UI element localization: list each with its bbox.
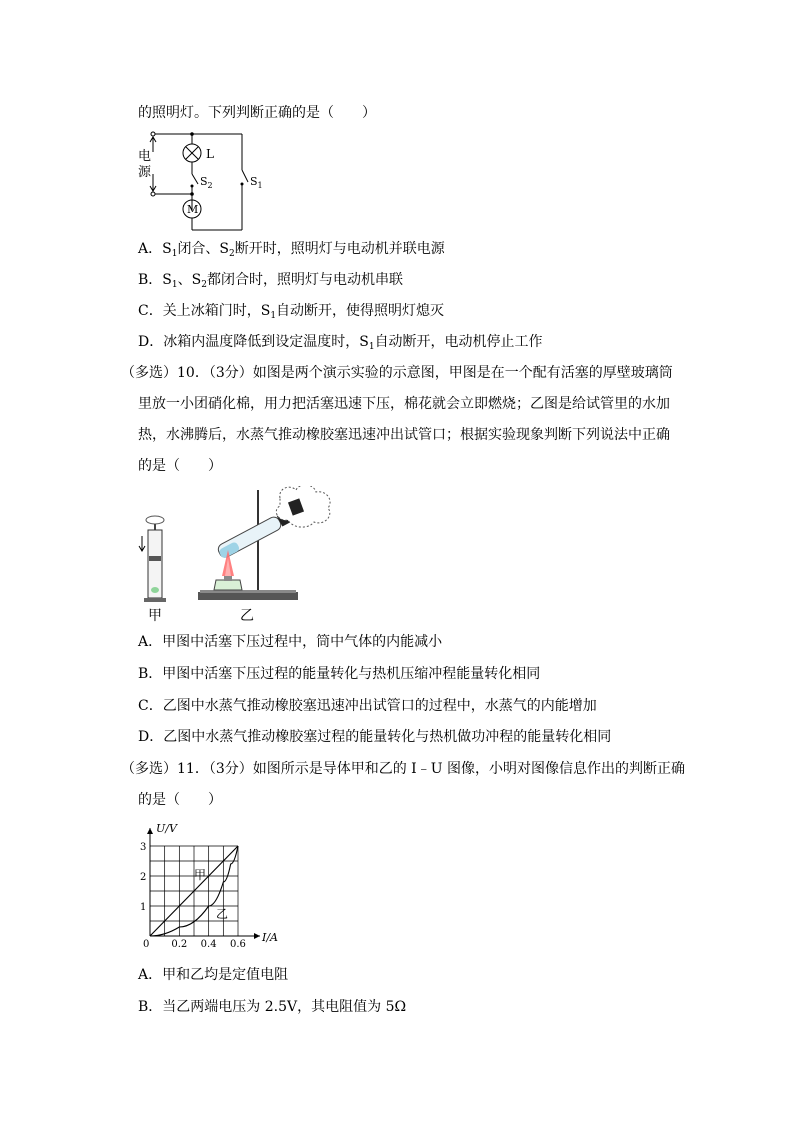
y-tick-label: 3 bbox=[140, 842, 147, 853]
q10-experiment-figure bbox=[130, 486, 360, 626]
q11-option-b[interactable]: B．当乙两端电压为 2.5V，其电阻值为 5Ω bbox=[138, 999, 407, 1015]
q10-stem-line-4: 的是（ ） bbox=[138, 458, 222, 474]
q9-circuit-diagram bbox=[130, 126, 270, 234]
power-label-2: 源 bbox=[138, 165, 152, 180]
y-axis-arrow bbox=[147, 828, 153, 834]
piston-cylinder-figure bbox=[139, 516, 166, 602]
y-axis-label: U/V bbox=[156, 822, 177, 835]
y-tick-label: 1 bbox=[140, 902, 147, 913]
label-yi: 乙 bbox=[240, 608, 254, 624]
test-tube-figure bbox=[198, 486, 330, 600]
s2-label: $S_2$ bbox=[200, 175, 213, 190]
series-label-jia: 甲 bbox=[194, 868, 207, 882]
q9-option-b[interactable]: B．$S_1$、$S_2$都闭合时，照明灯与电动机串联 bbox=[138, 272, 403, 290]
q11-stem-line-1: （多选）11．（3分）如图所示是导体甲和乙的 I﹣U 图像，小明对图像信息作出的判断正确 bbox=[121, 761, 685, 777]
x-axis-arrow bbox=[254, 933, 260, 939]
q9-option-a[interactable]: A．$S_1$闭合、$S_2$断开时，照明灯与电动机并联电源 bbox=[138, 241, 445, 259]
motor-label: M bbox=[187, 203, 199, 216]
q9-stem: 的照明灯。下列判断正确的是（ ） bbox=[138, 105, 376, 121]
x-axis-label: I/A bbox=[262, 931, 278, 944]
power-label-1: 电 bbox=[138, 149, 152, 164]
q10-stem-line-3: 热，水沸腾后，水蒸气推动橡胶塞迅速冲出试管口；根据实验现象判断下列说法中正确 bbox=[138, 427, 670, 443]
q10-option-b[interactable]: B．甲图中活塞下压过程的能量转化与热机压缩冲程能量转化相同 bbox=[138, 666, 541, 682]
q9-option-d[interactable]: D．冰箱内温度降低到设定温度时，$S_1$自动断开，电动机停止工作 bbox=[138, 334, 543, 352]
s1-label: $S_1$ bbox=[250, 175, 263, 190]
q10-option-c[interactable]: C．乙图中水蒸气推动橡胶塞迅速冲出试管口的过程中，水蒸气的内能增加 bbox=[138, 698, 597, 714]
q11-option-a[interactable]: A．甲和乙均是定值电阻 bbox=[138, 967, 289, 983]
q11-stem-line-2: 的是（ ） bbox=[138, 792, 222, 808]
x-tick-label: 0.4 bbox=[200, 939, 217, 950]
q10-stem-line-2: 里放一小团硝化棉，用力把活塞迅速下压，棉花就会立即燃烧；乙图是给试管里的水加 bbox=[138, 396, 670, 412]
q9-option-c[interactable]: C．关上冰箱门时，$S_1$自动断开，使得照明灯熄灭 bbox=[138, 303, 445, 321]
y-tick-label: 2 bbox=[140, 872, 147, 883]
lamp-label: L bbox=[206, 147, 214, 161]
x-tick-label: 0 bbox=[143, 939, 150, 950]
x-tick-label: 0.2 bbox=[171, 939, 188, 950]
q10-option-a[interactable]: A．甲图中活塞下压过程中，筒中气体的内能减小 bbox=[138, 634, 443, 650]
x-tick-label: 0.6 bbox=[230, 939, 246, 950]
q10-option-d[interactable]: D．乙图中水蒸气推动橡胶塞过程的能量转化与热机做功冲程的能量转化相同 bbox=[138, 729, 612, 745]
q10-stem-line-1: （多选）10．（3分）如图是两个演示实验的示意图，甲图是在一个配有活塞的厚壁玻璃筒 bbox=[121, 365, 673, 381]
q11-iu-chart bbox=[134, 818, 294, 950]
series-label-yi: 乙 bbox=[216, 907, 229, 921]
label-jia: 甲 bbox=[148, 608, 162, 624]
